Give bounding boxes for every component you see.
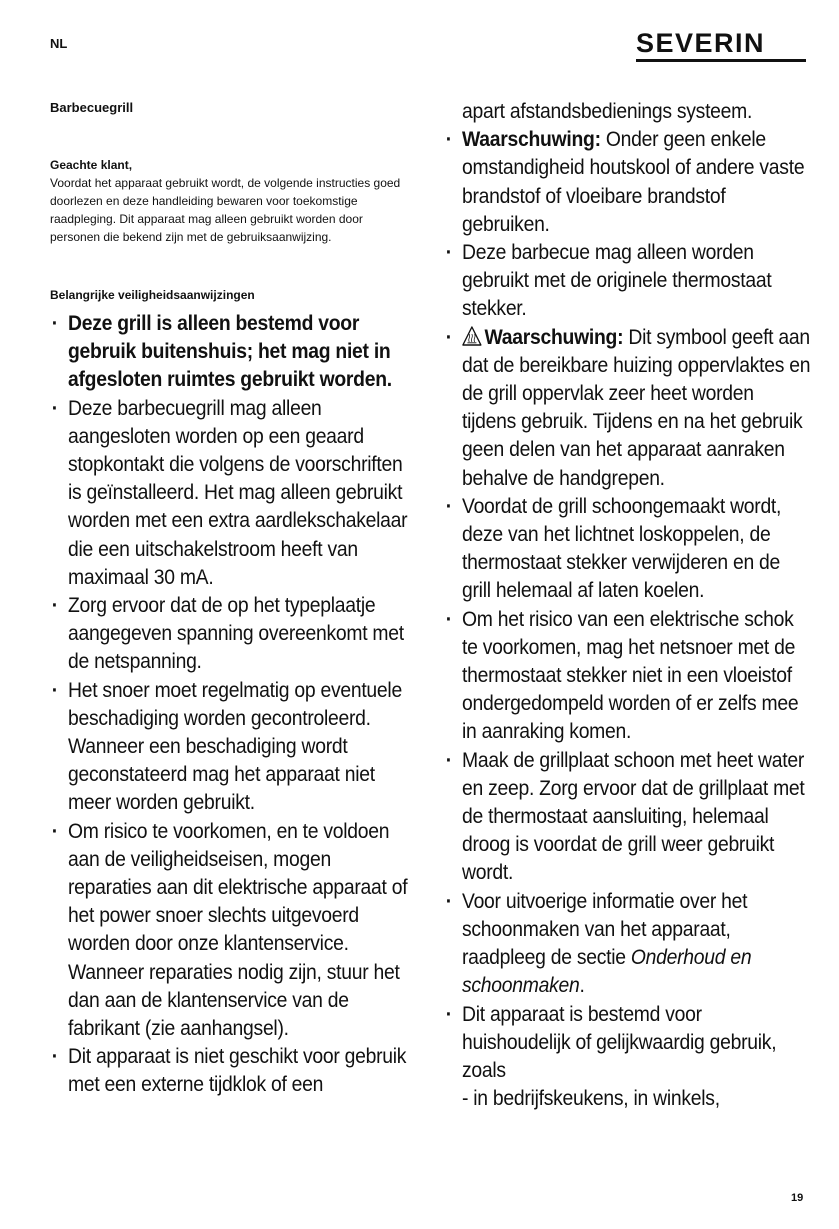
item-text: Om risico te voorkomen, en te voldoen aan de veiligheidseisen, mogen reparaties aan dit elektrische apparaat of het power snoer slechts uitgevoerd worden door onze klantenservice. Wanneer reparaties nodig zijn, stuur het dan aan de klantenservice van de fabrikant (zie aanhangsel).: [68, 818, 408, 1041]
left-column: [50, 309, 417, 1099]
list-item: [444, 238, 811, 323]
item-text: Maak de grillplaat schoon met heet water en zeep. Zorg ervoor dat de grillplaat met de thermostaat aansluiting, helemaal droog is voordat de grill weer gebruikt wordt.: [462, 747, 805, 885]
list-item: [50, 394, 417, 591]
sub-item-text: - in bedrijfskeukens, in winkels,: [462, 1086, 720, 1111]
hot-surface-warning-icon: [462, 325, 482, 345]
item-text: Onder geen enkele omstandigheid houtskool of andere vaste brandstof of vloeibare brandstof gebruiken.: [462, 127, 805, 236]
item-text: Zorg ervoor dat de op het typeplaatje aangegeven spanning overeenkomt met de netspanning.: [68, 593, 404, 674]
language-code: NL: [50, 36, 68, 51]
warning-label: Waarschuwing:: [484, 324, 624, 349]
item-text: Het snoer moet regelmatig op eventuele beschadiging worden gecontroleerd. Wanneer een beschadiging wordt geconstateerd mag het apparaat niet meer worden gebruikt.: [68, 677, 402, 815]
item-text: apart afstandsbedienings systeem.: [462, 99, 753, 123]
list-item: [444, 125, 811, 238]
item-text: Dit apparaat is bestemd voor huishoudelijk of gelijkwaardig gebruik, zoals: [462, 1001, 777, 1082]
item-bold-text: Deze grill is alleen bestemd voor gebruik buitenshuis; het mag niet in afgesloten ruimtes gebruikt worden.: [68, 311, 392, 392]
list-item: [50, 676, 417, 817]
item-text: Voordat de grill schoongemaakt wordt, deze van het lichtnet loskoppelen, de thermostaat stekker verwijderen en de grill helemaal af laten koelen.: [462, 493, 782, 603]
page-number: 19: [791, 1192, 804, 1204]
warning-label: Waarschuwing:: [462, 127, 601, 152]
list-item: [444, 323, 811, 492]
section-reference: Onderhoud en schoonmaken: [462, 945, 752, 998]
item-text: Dit apparaat is niet geschikt voor gebruik met een externe tijdklok of een: [68, 1044, 407, 1097]
greeting-block: [50, 156, 410, 246]
list-item: [444, 887, 811, 1000]
list-item: [444, 746, 811, 887]
item-text: Deze barbecue mag alleen worden gebruikt met de originele thermostaat stekker.: [462, 240, 772, 321]
list-item: [50, 817, 417, 1043]
section-heading: Belangrijke veiligheidsaanwijzingen: [50, 288, 255, 302]
list-item: [50, 1042, 417, 1098]
greeting-body: Voordat het apparaat gebruikt wordt, de volgende instructies goed doorlezen en deze handleiding bewaren voor toekomstige raadpleging. Dit apparaat mag alleen gebruikt worden door personen die bekend zijn met de gebruiksaanwijzing.: [50, 176, 401, 244]
greeting-heading: Geachte klant,: [50, 158, 133, 172]
list-item: [50, 309, 417, 394]
list-item: [444, 605, 811, 746]
list-item-continuation: [444, 97, 811, 125]
list-item: [50, 591, 417, 676]
item-text: Voor uitvoerige informatie over het schoonmaken van het apparaat, raadpleeg de sectie: [462, 888, 748, 970]
item-text: Dit symbool geeft aan dat de bereikbare huizing oppervlaktes en de grill oppervlak zeer heet worden tijdens gebruik. Tijdens en na het gebruik geen delen van het apparaat aanraken behalve de handgrepen.: [462, 324, 811, 490]
right-column: [444, 97, 811, 1112]
item-text-end: .: [579, 973, 585, 998]
item-text: Deze barbecuegrill mag alleen aangesloten worden op een geaard stopkontakt die volgens de voorschriften is geïnstalleerd. Het mag alleen gebruikt worden met een extra aardlekschakelaar die een uitschakelstroom heeft van maximaal 30 mA.: [68, 395, 408, 589]
document-title: Barbecuegrill: [50, 100, 134, 115]
item-text: Om het risico van een elektrische schok te voorkomen, mag het netsnoer met de thermostaat stekker niet in een vloeistof ondergedompeld worden of er zelfs mee in aanraking komen.: [462, 606, 799, 744]
list-item: [444, 1000, 811, 1113]
list-item: [444, 492, 811, 605]
brand-logo: SEVERIN: [636, 28, 806, 62]
